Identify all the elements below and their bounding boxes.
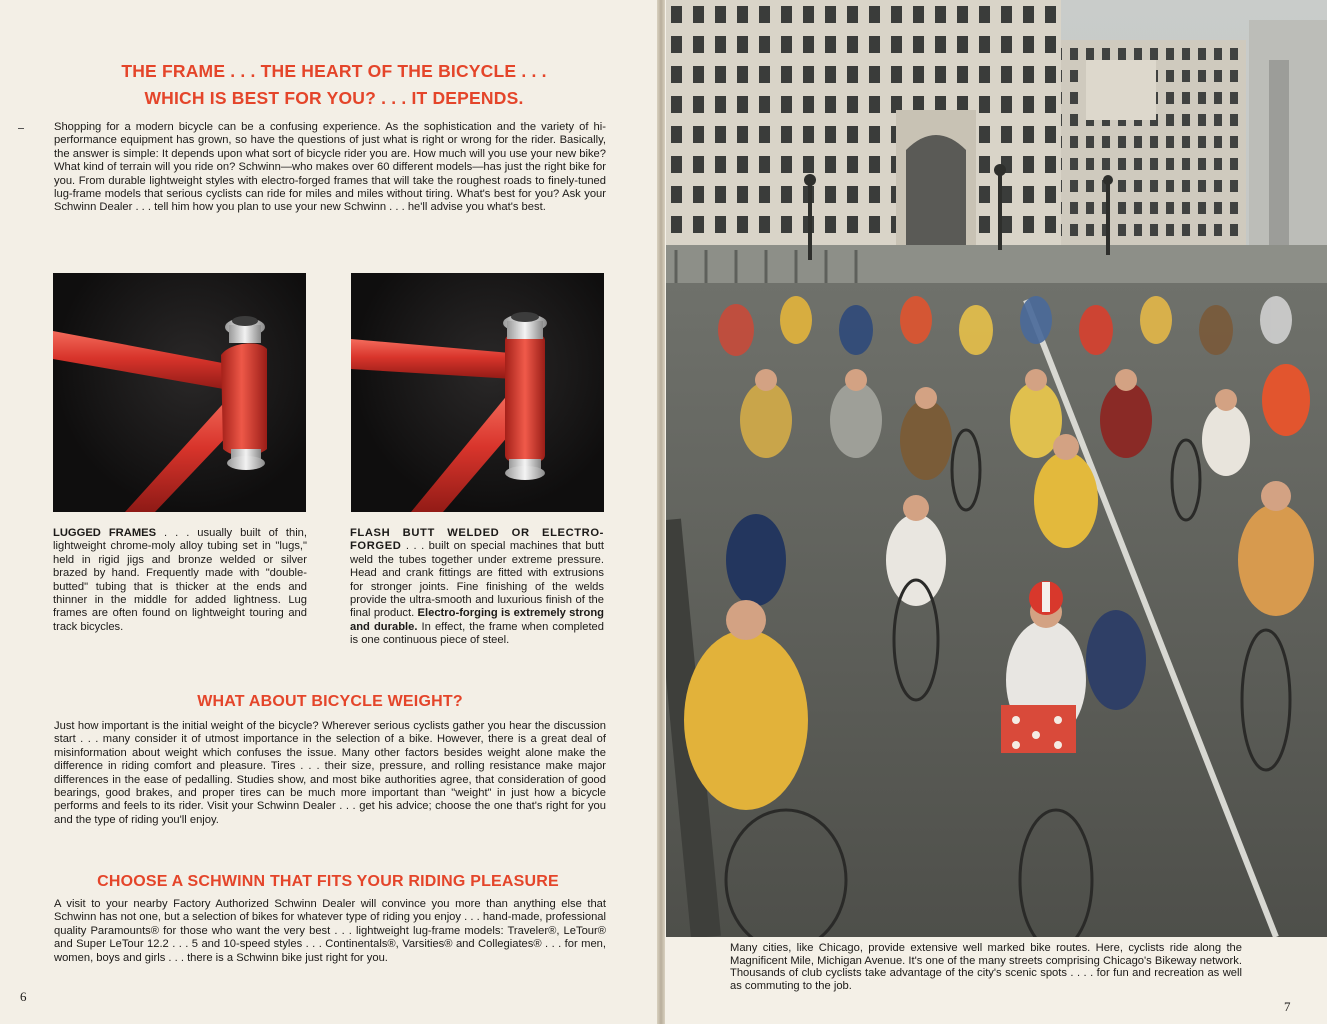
lugged-frame-illustration	[53, 273, 306, 512]
lugged-frames-description	[53, 527, 307, 634]
lugged-frames-title: LUGGED FRAMES	[53, 527, 157, 539]
electro-forging-emphasis: Electro-forging is extremely strong and durable.	[350, 607, 604, 633]
chicago-cyclists-photo	[666, 0, 1327, 937]
weight-heading: WHAT ABOUT BICYCLE WEIGHT?	[197, 693, 463, 710]
electro-forged-frame-illustration	[351, 273, 604, 512]
page-number-left: 6	[20, 989, 27, 1004]
frame-heading	[54, 58, 614, 112]
lugged-frame-photo	[53, 273, 306, 512]
weight-paragraph: Just how important is the initial weight of the bicycle? Wherever serious cyclists gather you hear the discussion start . . . many consider it of utmost importance in the selection of a bike. However, there is a great deal of misinformation about weight which confuses the issue. Many other factors besides weight alone make the difference in riding comfort and pleasure. Tires . . . their size, pressure, and rolling resistance make major differences in the ease of pedalling. Studies show, and most bike authorities agree, that consideration of good bearings, good brakes, and proper tires can be much more important than "weight" in just how a bicycle performs and feels to its rider. Visit your Schwinn Dealer . . . get his advice; choose the one that's right for you and the type of riding you'll enjoy.	[54, 720, 606, 826]
flash-butt-welded-description	[350, 527, 604, 648]
intro-paragraph: Shopping for a modern bicycle can be a confusing experience. As the sophistication and the variety of hi-performance equipment has grown, so have the questions of just what is right or wrong for the rider. Basically, the answer is simple: It depends upon what sort of bicycle rider you are. How much will you use your new bike? What kind of terrain will you ride on? Schwinn—who makes over 60 different models—has just the right bike for you. From durable lightweight styles with electro-forged frames that will take the roughest roads to finely-tuned lug-frame models that serious cyclists can ride for miles and miles without tiring. What's best for you? Ask your Schwinn Dealer . . . tell him how you plan to use your new Schwinn . . . he'll advise you what's best.	[54, 121, 606, 214]
electro-forged-frame-photo	[351, 273, 604, 512]
flash-butt-welded-title: FLASH BUTT WELDED OR ELECTRO-FORGED	[350, 527, 604, 553]
lugged-frames-text: . . . usually built of thin, lightweight chrome-moly alloy tubing set in "lugs," held in rigid jigs and bronze welded or silver brazed by hand. Frequently made with "double-butted" tubing that is thicker at the ends and thinner in the middle for added lightness. Lug frames are often found on lightweight touring and track bicycles.	[53, 527, 308, 633]
cyclists-on-michigan-avenue-illustration	[666, 0, 1327, 937]
frame-heading-line1: THE FRAME . . . THE HEART OF THE BICYCLE . . .	[121, 61, 547, 81]
page-number-right: 7	[1284, 999, 1291, 1014]
page-gutter	[657, 0, 665, 1024]
choose-paragraph: A visit to your nearby Factory Authorized Schwinn Dealer will convince you more than anything else that Schwinn has not one, but a selection of bikes for whatever type of riding you enjoy . . . hand-made, professional quality Paramounts® for those who want the very best . . . lightweight lug-frame models: Traveler®, LeTour® and Super LeTour 12.2 . . . 5 and 10-speed styles . . . Continentals®, Varsities® and Collegiates® . . . for men, women, boys and girls . . . there is a Schwinn bike just right for you.	[54, 898, 606, 964]
photo-caption: Many cities, like Chicago, provide extensive well marked bike routes. Here, cyclists ride along the Magnificent Mile, Michigan Avenue. It's one of the many streets comprising Chicago's Bikeway network. Thousands of club cyclists take advantage of the city's scenic spots . . . . for fun and recreation as well as commuting to the job.	[730, 942, 1242, 992]
flash-butt-welded-end: In effect, the frame when completed is one continuous piece of steel.	[350, 620, 605, 647]
frame-heading-line2: WHICH IS BEST FOR YOU? . . . IT DEPENDS.	[144, 88, 524, 108]
margin-mark	[18, 128, 24, 129]
choose-heading: CHOOSE A SCHWINN THAT FITS YOUR RIDING PLEASURE	[97, 873, 559, 890]
flash-butt-welded-text: . . . built on special machines that butt weld the tubes together under extreme pressure. Head and crank fittings are fitted with extrusions for stronger joints. Fine finishing of the welds provide the ultra-smooth and luxurious finish of the final product.	[350, 540, 604, 620]
